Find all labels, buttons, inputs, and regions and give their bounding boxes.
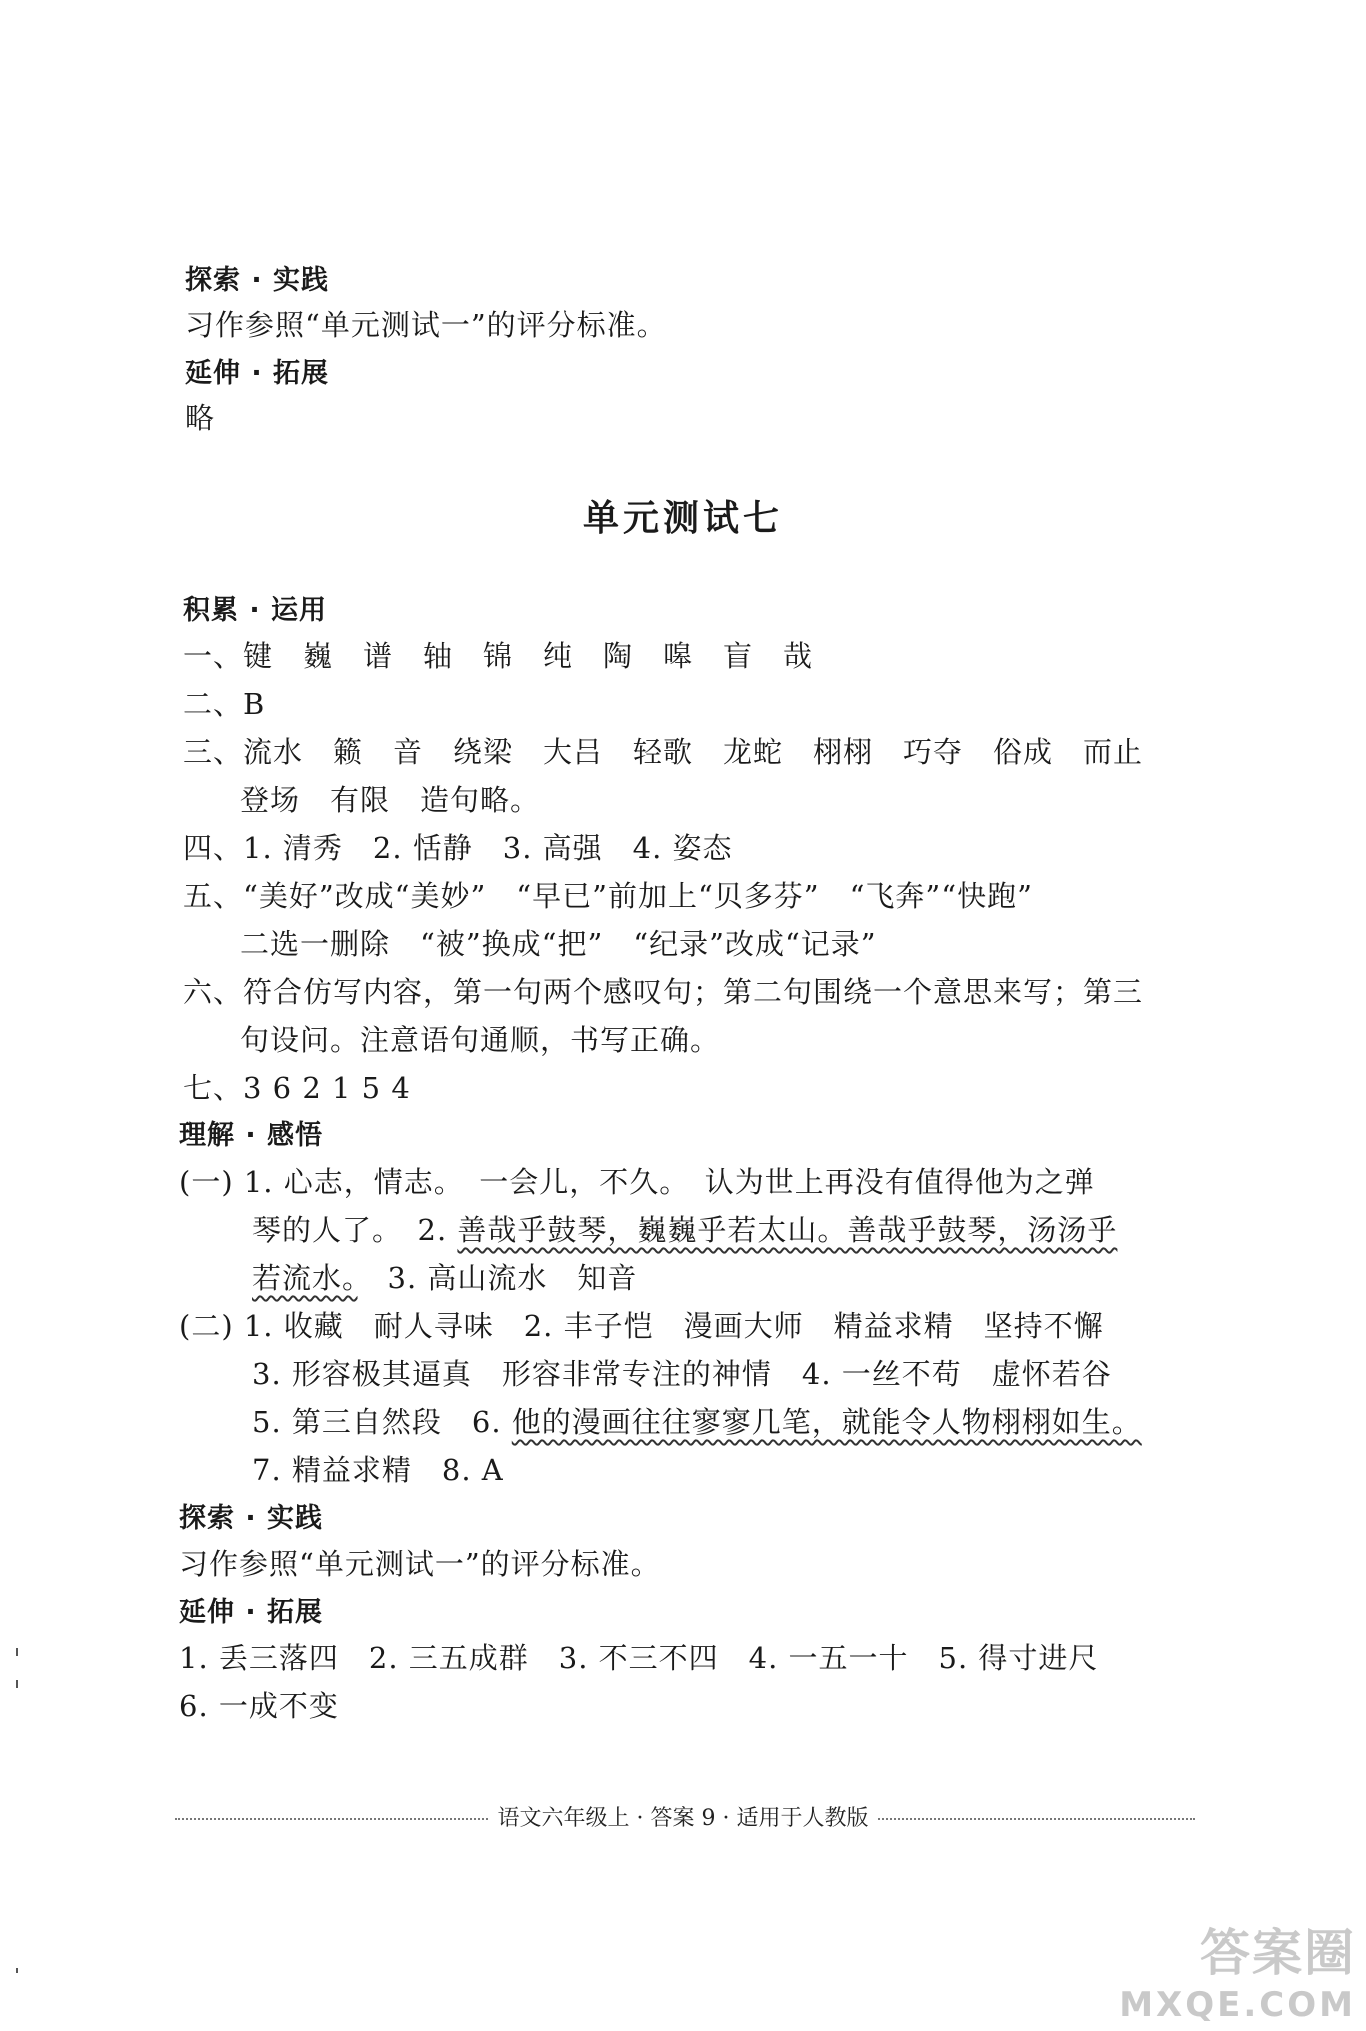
answer-q6-line2: 句设问。注意语句通顺，书写正确。 bbox=[240, 1023, 721, 1057]
section-heading-explore-2: 探索 · 实践 bbox=[179, 1503, 324, 1534]
watermark-logo: 答案圈 bbox=[1200, 1924, 1356, 1982]
answer-q1: 一、键 巍 谱 轴 锦 纯 陶 嗥 盲 哉 bbox=[183, 639, 814, 673]
explore-text-2: 习作参照“单元测试一”的评分标准。 bbox=[179, 1547, 661, 1581]
passage2-line3 bbox=[252, 1400, 1142, 1441]
passage1-line2-text: 琴的人了。 2. bbox=[252, 1213, 458, 1247]
passage1-line2 bbox=[252, 1208, 1117, 1249]
answer-q5-line2: 二选一删除 “被”换成“把” “纪录”改成“记录” bbox=[240, 927, 877, 961]
footer bbox=[0, 1801, 1366, 1832]
answer-q6-line1: 六、符合仿写内容，第一句两个感叹句；第二句围绕一个意思来写；第三 bbox=[183, 975, 1144, 1009]
section-heading-explore: 探索 · 实践 bbox=[185, 265, 330, 296]
extend-line2: 6. 一成不变 bbox=[179, 1689, 339, 1723]
scan-mark bbox=[16, 1648, 18, 1656]
explore-text: 习作参照“单元测试一”的评分标准。 bbox=[185, 308, 667, 342]
passage1-line3 bbox=[252, 1256, 637, 1297]
section-heading-extend-2: 延伸 · 拓展 bbox=[179, 1597, 324, 1628]
watermark bbox=[1119, 1913, 1356, 2025]
passage1-underlined-quote: 善哉乎鼓琴，巍巍乎若太山。善哉乎鼓琴，汤汤乎 bbox=[457, 1213, 1118, 1247]
extend-text: 略 bbox=[185, 401, 216, 435]
section-heading-accumulate: 积累 · 运用 bbox=[183, 595, 328, 626]
passage1-line3-text: 3. 高山流水 知音 bbox=[357, 1261, 638, 1295]
answer-q7: 七、3 6 2 1 5 4 bbox=[183, 1071, 411, 1105]
scan-mark bbox=[16, 1968, 18, 1973]
watermark-url: MXQE.COM bbox=[1119, 1985, 1356, 2025]
footer-label: 语文六年级上 · 答案 9 · 适用于人教版 bbox=[488, 1806, 879, 1831]
scan-mark bbox=[16, 1680, 18, 1688]
passage2-line4: 7. 精益求精 8. A bbox=[252, 1453, 504, 1487]
section-heading-extend: 延伸 · 拓展 bbox=[185, 358, 330, 389]
passage2-line1: (二) 1. 收藏 耐人寻味 2. 丰子恺 漫画大师 精益求精 坚持不懈 bbox=[179, 1309, 1104, 1343]
answer-q3-line1: 三、流水 籁 音 绕梁 大吕 轻歌 龙蛇 栩栩 巧夺 俗成 而止 bbox=[183, 735, 1144, 769]
passage2-underlined-sentence: 他的漫画往往寥寥几笔，就能令人物栩栩如生。 bbox=[511, 1405, 1142, 1439]
answer-q4: 四、1. 清秀 2. 恬静 3. 高强 4. 姿态 bbox=[183, 831, 733, 865]
answer-q3-line2: 登场 有限 造句略。 bbox=[240, 783, 541, 817]
passage2-line3-text: 5. 第三自然段 6. bbox=[252, 1405, 512, 1439]
extend-line1: 1. 丢三落四 2. 三五成群 3. 不三不四 4. 一五一十 5. 得寸进尺 bbox=[179, 1641, 1099, 1675]
section-heading-understand: 理解 · 感悟 bbox=[179, 1120, 324, 1151]
passage2-line2: 3. 形容极其逼真 形容非常专注的神情 4. 一丝不苟 虚怀若谷 bbox=[252, 1357, 1112, 1391]
answer-q2: 二、B bbox=[183, 687, 266, 721]
answer-q5-line1: 五、“美好”改成“美妙” “早已”前加上“贝多芬” “飞奔”“快跑” bbox=[183, 879, 1033, 913]
passage1-underlined-quote-end: 若流水。 bbox=[252, 1261, 358, 1295]
page-title: 单元测试七 bbox=[582, 498, 783, 539]
passage1-line1: (一) 1. 心志，情志。 一会儿，不久。 认为世上再没有值得他为之弹 bbox=[179, 1165, 1095, 1199]
